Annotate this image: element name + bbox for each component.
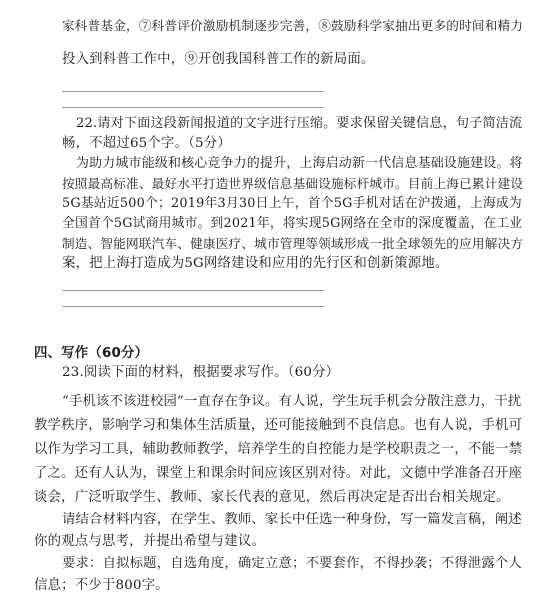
answer-line [62, 306, 324, 307]
answer-line [62, 107, 324, 108]
question-22-prompt: 22.请对下面这段新闻报道的文字进行压缩。要求保留关键信息，句子简洁流 [76, 116, 523, 131]
news-passage-line: 全国首个5G试商用城市。到2021年，将实现5G网络在全市的深度覆盖，在工业 [62, 216, 523, 231]
news-passage-line: 制造、智能网联汽车、健康医疗、城市管理等领域形成一批全球领先的应用解决方 [62, 236, 524, 251]
news-passage-line: 5G基站近500个；2019年3月30日上午，首个5G手机对话在沪拨通，上海成为 [62, 196, 522, 211]
requirements-line: 要求：自拟标题，自选角度，确定立意；不要套作，不得抄袭；不得泄露个人 [62, 556, 522, 571]
continuation-line-2: 投入到科普工作中，⑨开创我国科普工作的新局面。 [62, 52, 375, 67]
material-line: 教学秩序，影响学习和集体生活质量，还可能接触到不良信息。也有人说，手机可 [34, 418, 523, 433]
material-line: “手机该不该进校园”一直存在争议。有人说，学生玩手机会分散注意力，干扰 [62, 394, 522, 409]
news-passage-line: 案，把上海打造成为5G网络建设和应用的先行区和创新策源地。 [62, 256, 449, 271]
question-23-prompt: 23.阅读下面的材料，根据要求写作。（60分） [62, 365, 340, 380]
news-passage-line: 按照最高标准、最好水平打造世界级信息基础设施标杆城市。目前上海已累计建设 [62, 176, 524, 191]
material-line: 了之。还有人认为，课堂上和课余时间应该区别对待。对此，文德中学准备召开座 [34, 466, 523, 481]
material-line: 以作为学习工具，辅助教师教学，培养学生的自控能力是学校职责之一，不能一禁 [34, 442, 523, 457]
requirements-line: 信息；不少于800字。 [34, 578, 169, 593]
news-passage-line: 为助力城市能级和核心竞争力的提升，上海启动新一代信息基础设施建设。将 [76, 156, 523, 171]
answer-line [62, 290, 324, 291]
continuation-line-1: 家科普基金，⑦科普评价激励机制逐步完善，⑧鼓励科学家抽出更多的时间和精力 [62, 18, 524, 33]
section-heading: 四、写作（60分） [34, 346, 149, 361]
material-line: 你的观点与思考，并提出希望与建议。 [34, 534, 266, 549]
material-line: 谈会，广泛听取学生、教师、家长代表的意见，然后再决定是否出台相关规定。 [34, 490, 510, 505]
answer-line [62, 91, 324, 92]
material-line: 请结合材料内容，在学生、教师、家长中任选一种身份，写一篇发言稿，阐述 [62, 512, 522, 527]
question-22-prompt: 畅，不超过65个字。（5分） [62, 136, 231, 151]
